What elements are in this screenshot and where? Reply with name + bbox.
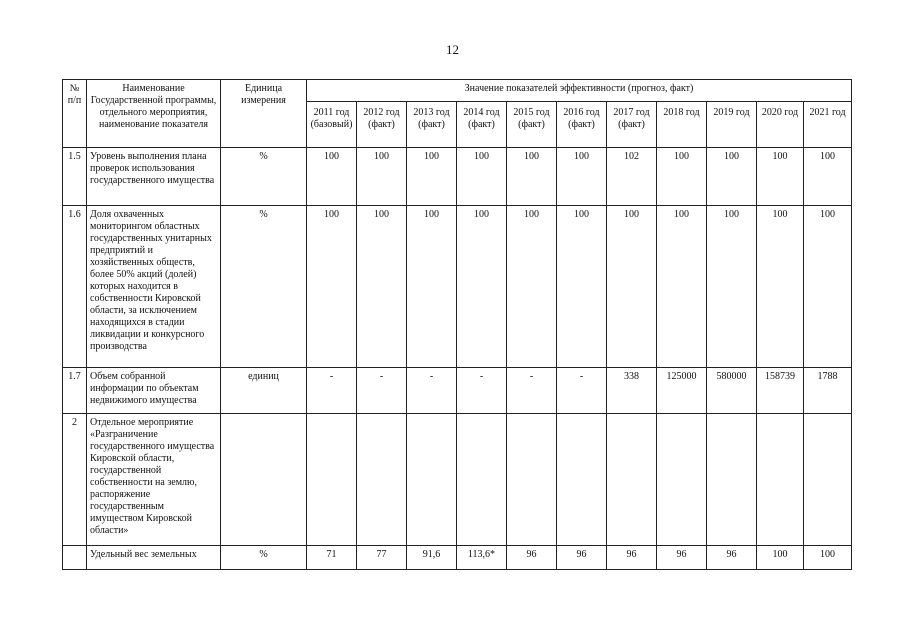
row-value: 100	[357, 148, 407, 206]
header-group: Значение показателей эффективности (прогноз, факт)	[307, 80, 852, 102]
row-name: Удельный вес земельных	[87, 546, 221, 570]
row-num: 1.7	[63, 368, 87, 414]
row-value: 100	[707, 206, 757, 368]
row-value: 100	[557, 148, 607, 206]
row-value	[307, 414, 357, 546]
header-year: 2019 год	[707, 102, 757, 148]
table-row	[63, 546, 852, 570]
row-num	[63, 546, 87, 570]
row-value: 96	[557, 546, 607, 570]
row-value: 96	[707, 546, 757, 570]
row-value: 100	[757, 546, 804, 570]
row-value: -	[557, 368, 607, 414]
row-value	[607, 414, 657, 546]
row-unit	[221, 414, 307, 546]
row-value: 100	[804, 148, 852, 206]
row-value: -	[457, 368, 507, 414]
row-value: 100	[357, 206, 407, 368]
row-value: 113,6*	[457, 546, 507, 570]
row-name: Доля охваченных мониторингом областных государственных унитарных предприятий и хозяйственных обществ, более 50% акций (долей) которых находится в собственности Кировской области, за исключением находящихся в стадии ликвидации и конкурсного производства	[87, 206, 221, 368]
row-value: 77	[357, 546, 407, 570]
header-year: 2016 год (факт)	[557, 102, 607, 148]
row-value: 100	[407, 148, 457, 206]
header-year: 2020 год	[757, 102, 804, 148]
table-row	[63, 206, 852, 368]
row-num: 1.6	[63, 206, 87, 368]
row-value: 91,6	[407, 546, 457, 570]
row-value: -	[307, 368, 357, 414]
row-value: 100	[804, 546, 852, 570]
row-value	[557, 414, 607, 546]
header-year: 2015 год (факт)	[507, 102, 557, 148]
row-value	[657, 414, 707, 546]
table-row	[63, 368, 852, 414]
row-name: Отдельное мероприятие «Разграничение государственного имущества Кировской области, государственной собственности на землю, распоряжение государственным имуществом Кировской области»	[87, 414, 221, 546]
row-value: 100	[507, 148, 557, 206]
row-value: -	[357, 368, 407, 414]
row-value: 158739	[757, 368, 804, 414]
row-unit: %	[221, 546, 307, 570]
table-row	[63, 414, 852, 546]
row-name: Объем собранной информации по объектам недвижимого имущества	[87, 368, 221, 414]
row-value: 71	[307, 546, 357, 570]
row-value: 100	[804, 206, 852, 368]
header-name: Наименование Государственной программы, отдельного мероприятия, наименование показателя	[87, 80, 221, 148]
row-value: 100	[657, 206, 707, 368]
row-value: 100	[557, 206, 607, 368]
row-value	[407, 414, 457, 546]
row-name: Уровень выполнения плана проверок использования государственного имущества	[87, 148, 221, 206]
row-value	[804, 414, 852, 546]
header-year: 2012 год (факт)	[357, 102, 407, 148]
header-year: 2013 год (факт)	[407, 102, 457, 148]
row-value: 100	[307, 206, 357, 368]
row-num: 1.5	[63, 148, 87, 206]
row-value: 100	[757, 148, 804, 206]
row-value: 100	[757, 206, 804, 368]
row-value: 100	[707, 148, 757, 206]
row-value	[507, 414, 557, 546]
header-year: 2011 год (базовый)	[307, 102, 357, 148]
row-value: 100	[457, 206, 507, 368]
row-value: 125000	[657, 368, 707, 414]
row-unit: %	[221, 148, 307, 206]
row-value	[707, 414, 757, 546]
header-year: 2018 год	[657, 102, 707, 148]
header-num: № п/п	[63, 80, 87, 148]
table-row	[63, 148, 852, 206]
row-value: 100	[407, 206, 457, 368]
row-value: 100	[607, 206, 657, 368]
row-value	[357, 414, 407, 546]
indicators-table	[62, 79, 852, 570]
row-value: 96	[657, 546, 707, 570]
row-value: 1788	[804, 368, 852, 414]
row-value: 102	[607, 148, 657, 206]
header-unit: Единица измерения	[221, 80, 307, 148]
row-value	[457, 414, 507, 546]
row-unit: единиц	[221, 368, 307, 414]
header-year: 2021 год	[804, 102, 852, 148]
header-year: 2014 год (факт)	[457, 102, 507, 148]
header-year: 2017 год (факт)	[607, 102, 657, 148]
row-value: 100	[457, 148, 507, 206]
row-value: 100	[657, 148, 707, 206]
row-unit: %	[221, 206, 307, 368]
row-value: 100	[507, 206, 557, 368]
row-num: 2	[63, 414, 87, 546]
row-value: -	[507, 368, 557, 414]
row-value	[757, 414, 804, 546]
page-number: 12	[446, 42, 459, 57]
row-value: 96	[607, 546, 657, 570]
row-value: 338	[607, 368, 657, 414]
row-value: 100	[307, 148, 357, 206]
row-value: -	[407, 368, 457, 414]
row-value: 580000	[707, 368, 757, 414]
row-value: 96	[507, 546, 557, 570]
